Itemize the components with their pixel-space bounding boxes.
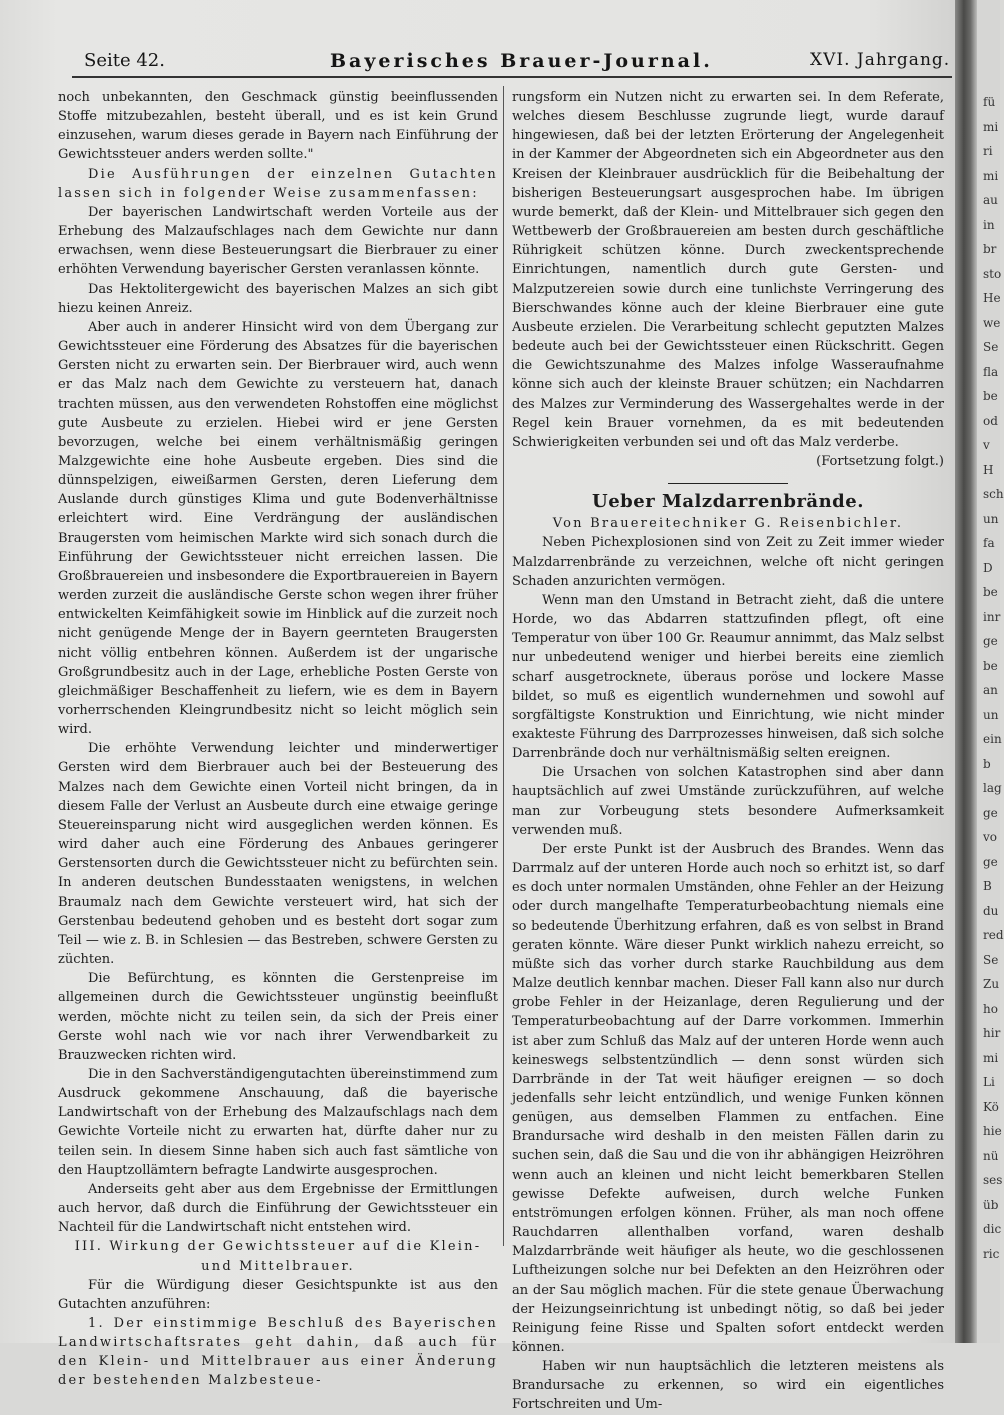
next-page-fragment: v xyxy=(983,438,990,452)
next-page-fragment: ge xyxy=(983,805,998,820)
next-page-fragment: H xyxy=(983,462,994,477)
paragraph: Aber auch in anderer Hinsicht wird von dem Übergang zur Gewichtssteuer eine Förderung des Absatzes für die bayerischen Gersten nicht zu erwarten sein. Der Bierbrauer wird, auch wenn er das Malz nach dem Gewichte zu versteuern hat, danach trachten müssen, aus den verwendeten Rohstoffen eine möglichst gute Ausbeute zu erzielen. Hiebei wird er jene Gersten bevorzugen, welche bei einem verhältnismäßig geringen Malzgewichte eine hohe Ausbeute ergeben. Dies sind die dünnspelzigen, eiweißarmen Gersten, deren Lieferung dem Auslande durch günstiges Klima und gute Bodenverhältnisse erleichtert wird. Eine Verdrängung der ausländischen Braugersten vom heimischen Markte wird sich sonach durch die Einführung der Gewichtssteuer nicht erreichen lassen. Die Großbrauereien und insbesondere die Exportbrauereien in Bayern werden zurzeit die ausländische Gerste schon wegen ihrer früher entwickelten Keimfähigkeit sowie im Hinblick auf die zurzeit noch nicht genügende Menge der in Bayern geernteten Braugersten nicht völlig entbehren können. Außerdem ist der ungarische Großgrundbesitz auch in der Lage, erhebliche Posten Gerste von gleichmäßiger Beschaffenheit zu liefern, wie es dem in Bayern vorherrschenden Kleingrundbesitz nicht so leicht möglich sein wird. xyxy=(58,319,498,738)
paragraph: noch unbekannten, den Geschmack günstig beeinflussenden Stoffe mitzubezahlen, besteht überall, und es ist kein Grund einzusehen, warum dieses gerade in Bayern nach Einführung der Gewichtssteuer anders werden sollte." xyxy=(58,90,498,163)
paragraph: Die erhöhte Verwendung leichter und minderwertiger Gersten wird dem Bierbrauer auch bei der Besteuerung des Malzes nach dem Gewichte einen Vorteil nicht bringen, da in diesem Falle der Verlust an Ausbeute durch eine etwaige geringe Steuereinsparung nicht wird ausgeglichen werden können. Es wird daher auch eine Förderung des Anbaues geringerer Gerstensorten durch die Gewichtssteuer nicht zu befürchten sein. In anderen deutschen Bundesstaaten wenigstens, in welchen Braumalz nach dem Gewichte versteuert wird, hat sich der Gerstenbau bedeutend gehoben und es besteht dort sogar zum Teil — wie z. B. in Schlesien — das Bestreben, schwere Gersten zu züchten. xyxy=(58,741,498,968)
next-page-fragment: an xyxy=(983,683,998,697)
next-page-fragment: D xyxy=(983,560,993,575)
next-page-fragment: in xyxy=(983,217,995,232)
paragraph: Die in den Sachverständigengutachten übereinstimmend zum Ausdruck gekommene Anschauung, daß die bayerische Landwirtschaft von der Erhebung des Malzaufschlags nach dem Gewichte Vorteile nicht zu erwarten hat, dürfte daher nur zu teilen sein. In diesem Sinne haben sich auch fast sämtliche von den Hauptzollämtern befragte Landwirte ausgesprochen. xyxy=(58,1066,498,1178)
next-page-fragment: He xyxy=(983,291,1001,305)
next-page-fragment: hie xyxy=(983,1124,1002,1138)
next-page-fragment: B xyxy=(983,879,992,893)
next-page-fragment: vo xyxy=(983,830,998,844)
page-number: Seite 42. xyxy=(84,50,165,71)
next-page-fragment: au xyxy=(983,193,998,207)
right-column xyxy=(512,88,944,1415)
next-page-fragment: be xyxy=(983,585,998,599)
continued-article xyxy=(512,88,944,471)
next-page-fragment: fa xyxy=(983,536,995,550)
next-page-fragment: du xyxy=(983,903,999,918)
paragraph: Für die Würdigung dieser Gesichtspunkte ist aus den Gutachten anzuführen: xyxy=(58,1277,498,1312)
paragraph: Anderseits geht aber aus dem Ergebnisse der Ermittlungen auch hervor, daß durch die Einführung der Gewichtssteuer ein Nachteil für die Landwirtschaft nicht entstehen wird. xyxy=(58,1181,498,1236)
paragraph: Das Hektolitergewicht des bayerischen Malzes an sich gibt hiezu keinen Anreiz. xyxy=(58,281,498,316)
next-page-fragment: red xyxy=(983,928,1004,942)
next-page-fragment: dic xyxy=(983,1222,1002,1236)
next-page-fragment: be xyxy=(983,389,998,403)
article-paragraph: Der erste Punkt ist der Ausbruch des Brandes. Wenn das Darrmalz auf der unteren Horde auch noch so erhitzt ist, so darf es doch unter normalen Umständen, ohne Fehler an der Heizung oder durch mangelhafte Temperaturbeobachtung niemals eine so bedeutende Überhitzung erfahren, daß es von selbst in Brand geraten könnte. Wäre dieser Punkt wirklich nahezu erreicht, so müßte sich das vorher durch starke Rauchbildung aus dem Malze deutlich kennbar machen. Dieser Fall kann also nur durch grobe Fehler in der Heizanlage, deren Regulierung und der Temperaturbeobachtung auf der Darre vorkommen. Immerhin ist aber zum Schluß das Malz auf der unteren Horde wenn auch keineswegs selbstentzündlich — denn sonst würden sich Darrbrände in der Tat weit häufiger ereignen — so doch jedenfalls sehr leicht entzündlich, und wenige Funken können genügen, aus demselben Flammen zu entfachen. Eine Brandursache wird deshalb in den meisten Fällen darin zu suchen sein, daß die Sau und die von ihr abhängigen Heizröhren wenn auch an kleinen und nicht leicht bemerkbaren Stellen gewisse Defekte aufweisen, durch welche Funken entströmungen erfolgen können. Früher, als man noch offene Rauchdarren allenthalben vorfand, waren deshalb Malzdarrbrände weit häufiger als heute, wo die geschlossenen Luftheizungen solche nur bei Defekten an den Heizröhren oder an der Sau möglich machen. Für die stete genaue Überwachung der Heizungseinrichtung ist unbedingt nötig, so daß bei jeder Reinigung feine Risse und Spalten sofort entdeckt werden können. xyxy=(512,841,944,1355)
next-page-fragment: ein xyxy=(983,732,1002,746)
left-column xyxy=(58,88,498,1391)
next-page-fragment: fü xyxy=(983,95,996,109)
article-separator xyxy=(668,483,788,484)
next-page-fragment: ho xyxy=(983,1001,998,1016)
header-rule xyxy=(72,76,952,78)
column-divider xyxy=(503,86,504,1246)
paragraph: Die Befürchtung, es könnten die Gerstenpreise im allgemeinen durch die Gewichtssteuer ungünstig beeinflußt werden, möchte nicht zu teilen sein, da sich der Preis einer Gerste wohl nach wie vor nach ihrer Verwendbarkeit zu Brauzwecken richten wird. xyxy=(58,971,498,1063)
paragraph: Die Ausführungen der einzelnen Gutachten lassen sich in folgender Weise zusammenfassen: xyxy=(58,166,498,201)
paragraph: rungsform ein Nutzen nicht zu erwarten sei. In dem Referate, welches diesem Beschlusse zugrunde liegt, wurde darauf hingewiesen, daß bei der letzten Erörterung der Angelegenheit in der Kammer der Abgeordneten sich ein Abgeordneter aus den Kreisen der Kleinbrauer ausdrücklich für die Beibehaltung der bisherigen Besteuerungsart ausgesprochen habe. Im übrigen wurde bemerkt, daß der Klein- und Mittelbrauer sich gegen den Wettbewerb der Großbrauereien am besten durch geschäftliche Rührigkeit schützen könne. Durch zweckentsprechende Einrichtungen, namentlich durch gute Gersten- und Malzputzereien sowie durch eine tunlichste Verringerung des Bierschwandes könne auch der kleine Bierbrauer eine gute Ausbeute erzielen. Die Verarbeitung schlecht geputzten Malzes bedeute auch bei der Gewichtssteuer einen Rückschritt. Gegen die Gewichtszunahme des Malzes infolge Wasseraufnahme könne sich auch der kleinste Brauer schützen; ein Nachdarren des Malzes zur Verminderung des Wassergehaltes werde in der Regel kein Brauer vornehmen, da es mit bedeutenden Schwierigkeiten verbunden sei und oft das Malz verderbe. xyxy=(512,90,944,450)
next-page-fragment: nü xyxy=(983,1148,999,1163)
next-page-fragment: br xyxy=(983,242,997,256)
next-page-fragment: Li xyxy=(983,1075,995,1089)
next-page-fragment: be xyxy=(983,658,998,673)
next-page-fragment: ri xyxy=(983,144,993,158)
article-paragraph: Neben Pichexplosionen sind von Zeit zu Zeit immer wieder Malzdarrenbrände zu verzeichnen, welche oft nicht geringen Schaden anzurichten vermögen. xyxy=(512,535,944,589)
next-page-fragment: ses xyxy=(983,1173,1003,1187)
article-byline: Von Brauereitechniker G. Reisenbichler. xyxy=(552,516,904,532)
next-page-fragment: un xyxy=(983,707,999,722)
next-page-fragment: od xyxy=(983,413,998,428)
next-page-fragment: lag xyxy=(983,781,1002,795)
next-page-fragment: üb xyxy=(983,1197,999,1212)
next-page-fragment: ric xyxy=(983,1246,1000,1261)
journal-title: Bayerisches Brauer-Journal. xyxy=(330,50,713,72)
article-title: Ueber Malzdarrenbrände. xyxy=(592,491,864,513)
next-page-fragment: mi xyxy=(983,1050,999,1065)
next-page-fragment: Se xyxy=(983,340,999,354)
next-page-fragment: we xyxy=(983,315,1001,330)
next-page-fragment: inr xyxy=(983,609,1001,624)
article-body xyxy=(512,533,944,1414)
next-page-fragment: b xyxy=(983,756,991,771)
next-page-fragment: Zu xyxy=(983,977,1000,991)
next-page-fragment: Kö xyxy=(983,1099,999,1114)
book-gutter xyxy=(955,0,977,1343)
next-page-fragment: Se xyxy=(983,952,999,967)
next-page-fragment: ge xyxy=(983,634,998,648)
article-paragraph: Haben wir nun hauptsächlich die letzteren meistens als Brandursache zu erkennen, so wird ein eigentliches Fortschreiten und Um- xyxy=(512,1359,944,1413)
next-page-fragment: hir xyxy=(983,1026,1001,1040)
next-page-edge xyxy=(977,0,1004,1343)
volume-year: XVI. Jahrgang. xyxy=(810,50,951,70)
article-paragraph: Die Ursachen von solchen Katastrophen sind aber dann hauptsächlich auf zwei Umstände zurückzuführen, auf welche man zur Vorbeugung stets besondere Aufmerksamkeit verwenden muß. xyxy=(512,765,944,838)
next-page-fragment: un xyxy=(983,511,999,526)
next-page-fragment: fla xyxy=(983,364,999,379)
paragraph: Der bayerischen Landwirtschaft werden Vorteile aus der Erhebung des Malzaufschlages nach dem Gewichte nur dann erwachsen, wenn diese Besteuerungsart die Bierbrauer zu einer erhöhten Verwendung bayerischer Gersten veranlassen könnte. xyxy=(58,204,498,278)
paragraph: 1. Der einstimmige Beschluß des Bayerischen Landwirtschaftsrates geht dahin, daß auch für den Klein- und Mittelbrauer aus einer Änderung der bestehenden Malzbesteue- xyxy=(58,1316,498,1389)
next-page-fragment: mi xyxy=(983,119,999,134)
paragraph: III. Wirkung der Gewichtssteuer auf die Klein- und Mittelbrauer. xyxy=(74,1239,482,1274)
article-paragraph: Wenn man den Umstand in Betracht zieht, daß die untere Horde, wo das Abdarren stattzufinden pflegt, oft eine Temperatur von über 100 Gr. Reaumur annimmt, das Malz selbst nur unbedeutend weniger und hierbei bereits eine ziemlich scharf ausgetrocknete, überaus poröse und lockere Masse bildet, so muß es eigentlich wundernehmen und sowohl auf sorgfältigste Konstruktion und Einrichtung, wie nicht minder exakteste Führung des Darrprozesses hinweisen, daß sich solche Darrenbrände doch nur verhältnismäßig selten ereignen. xyxy=(512,592,944,762)
next-page-fragment: mi xyxy=(983,168,999,183)
next-page-fragment: sch xyxy=(983,487,1004,501)
continuation-note: (Fortsetzung folgt.) xyxy=(816,453,944,469)
next-page-fragment: ge xyxy=(983,854,998,869)
next-page-fragment: sto xyxy=(983,266,1002,281)
